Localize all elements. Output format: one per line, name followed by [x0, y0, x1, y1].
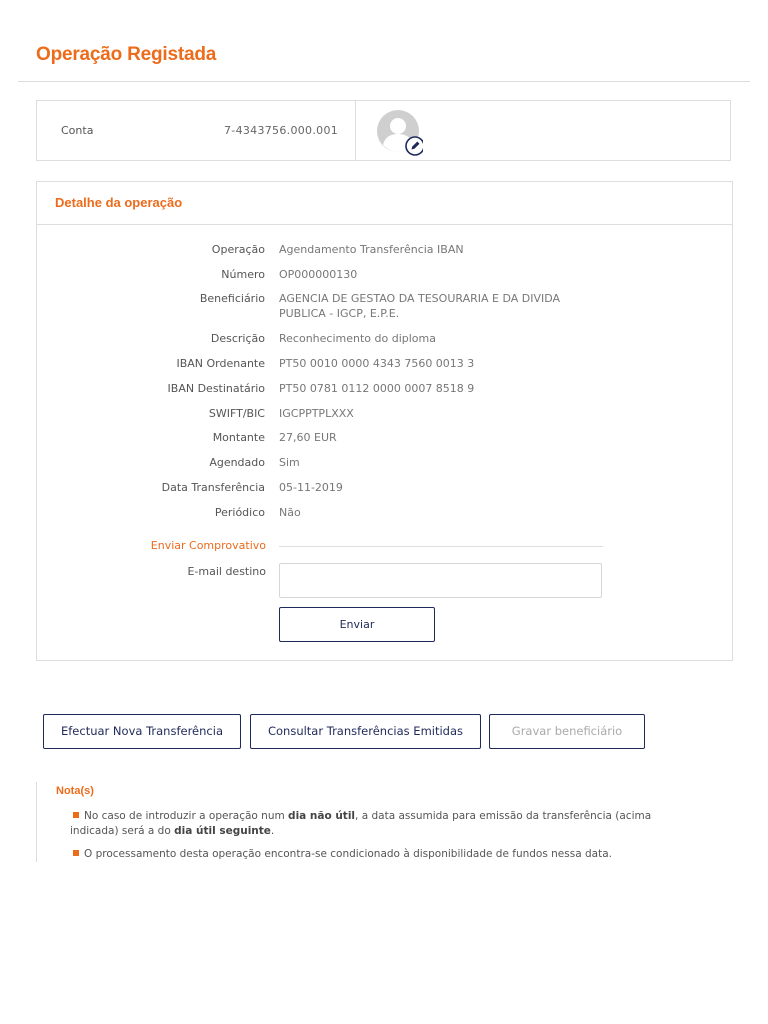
row-label: IBAN Ordenante [176, 357, 265, 370]
note-item [73, 846, 693, 862]
new-transfer-button[interactable]: Efectuar Nova Transferência [43, 714, 241, 749]
note-bold: dia não útil [288, 810, 356, 822]
page-title: Operação Registada [36, 44, 217, 65]
email-label: E-mail destino [187, 565, 266, 578]
note-text: O processamento desta operação encontra-se condicionado à disponibilidade de fundos nessa data. [84, 848, 612, 860]
send-receipt-divider [279, 546, 603, 547]
send-button[interactable]: Enviar [279, 607, 435, 642]
view-transfers-button[interactable]: Consultar Transferências Emitidas [250, 714, 481, 749]
notes-title: Nota(s) [56, 785, 94, 797]
detail-title: Detalhe da operação [55, 195, 183, 210]
row-value: OP000000130 [279, 268, 358, 281]
note-bold: dia útil seguinte [174, 825, 271, 837]
row-value: IGCPPTPLXXX [279, 407, 354, 420]
note-item [73, 808, 693, 824]
save-beneficiary-button[interactable]: Gravar beneficiário [489, 714, 645, 749]
bullet-icon [73, 850, 79, 856]
row-value: Não [279, 506, 301, 519]
row-label: IBAN Destinatário [167, 382, 265, 395]
row-value [279, 291, 609, 321]
note-text: No caso de introduzir a operação num [84, 810, 289, 822]
row-label: SWIFT/BIC [208, 407, 265, 420]
row-value: 27,60 EUR [279, 431, 337, 444]
row-value: PT50 0010 0000 4343 7560 0013 3 [279, 357, 475, 370]
note-text: , a data assumida para emissão da transferência (acima [355, 810, 652, 822]
row-value: 05-11-2019 [279, 481, 343, 494]
beneficiary-line-2: PUBLICA - IGCP, E.P.E. [279, 307, 400, 320]
notes-section [36, 782, 697, 862]
title-divider [18, 81, 750, 82]
send-receipt-heading: Enviar Comprovativo [150, 539, 266, 552]
note-text: indicada) será a do [70, 825, 175, 837]
row-value: PT50 0781 0112 0000 0007 8518 9 [279, 382, 475, 395]
row-value: Sim [279, 456, 300, 469]
email-input[interactable] [279, 563, 602, 598]
row-label: Data Transferência [161, 481, 265, 494]
pencil-icon[interactable] [406, 137, 423, 155]
row-label: Periódico [214, 506, 265, 519]
row-label: Número [221, 268, 265, 281]
row-label: Operação [211, 243, 265, 256]
row-label: Descrição [210, 332, 265, 345]
note-item-continued [70, 823, 690, 839]
row-label: Beneficiário [199, 292, 265, 305]
row-label: Montante [212, 431, 265, 444]
account-panel [36, 100, 731, 161]
row-value: Reconhecimento do diploma [279, 332, 436, 345]
account-label: Conta [61, 124, 94, 137]
row-value: Agendamento Transferência IBAN [279, 243, 464, 256]
row-label: Agendado [209, 456, 265, 469]
account-divider [355, 101, 356, 160]
detail-header [37, 182, 732, 225]
beneficiary-line-1: AGENCIA DE GESTAO DA TESOURARIA E DA DIVIDA [279, 292, 561, 305]
bullet-icon [73, 812, 79, 818]
note-text: . [270, 825, 275, 837]
user-avatar-icon[interactable] [375, 109, 423, 157]
account-number: 7-4343756.000.001 [224, 124, 339, 137]
operation-detail-panel [36, 181, 733, 661]
